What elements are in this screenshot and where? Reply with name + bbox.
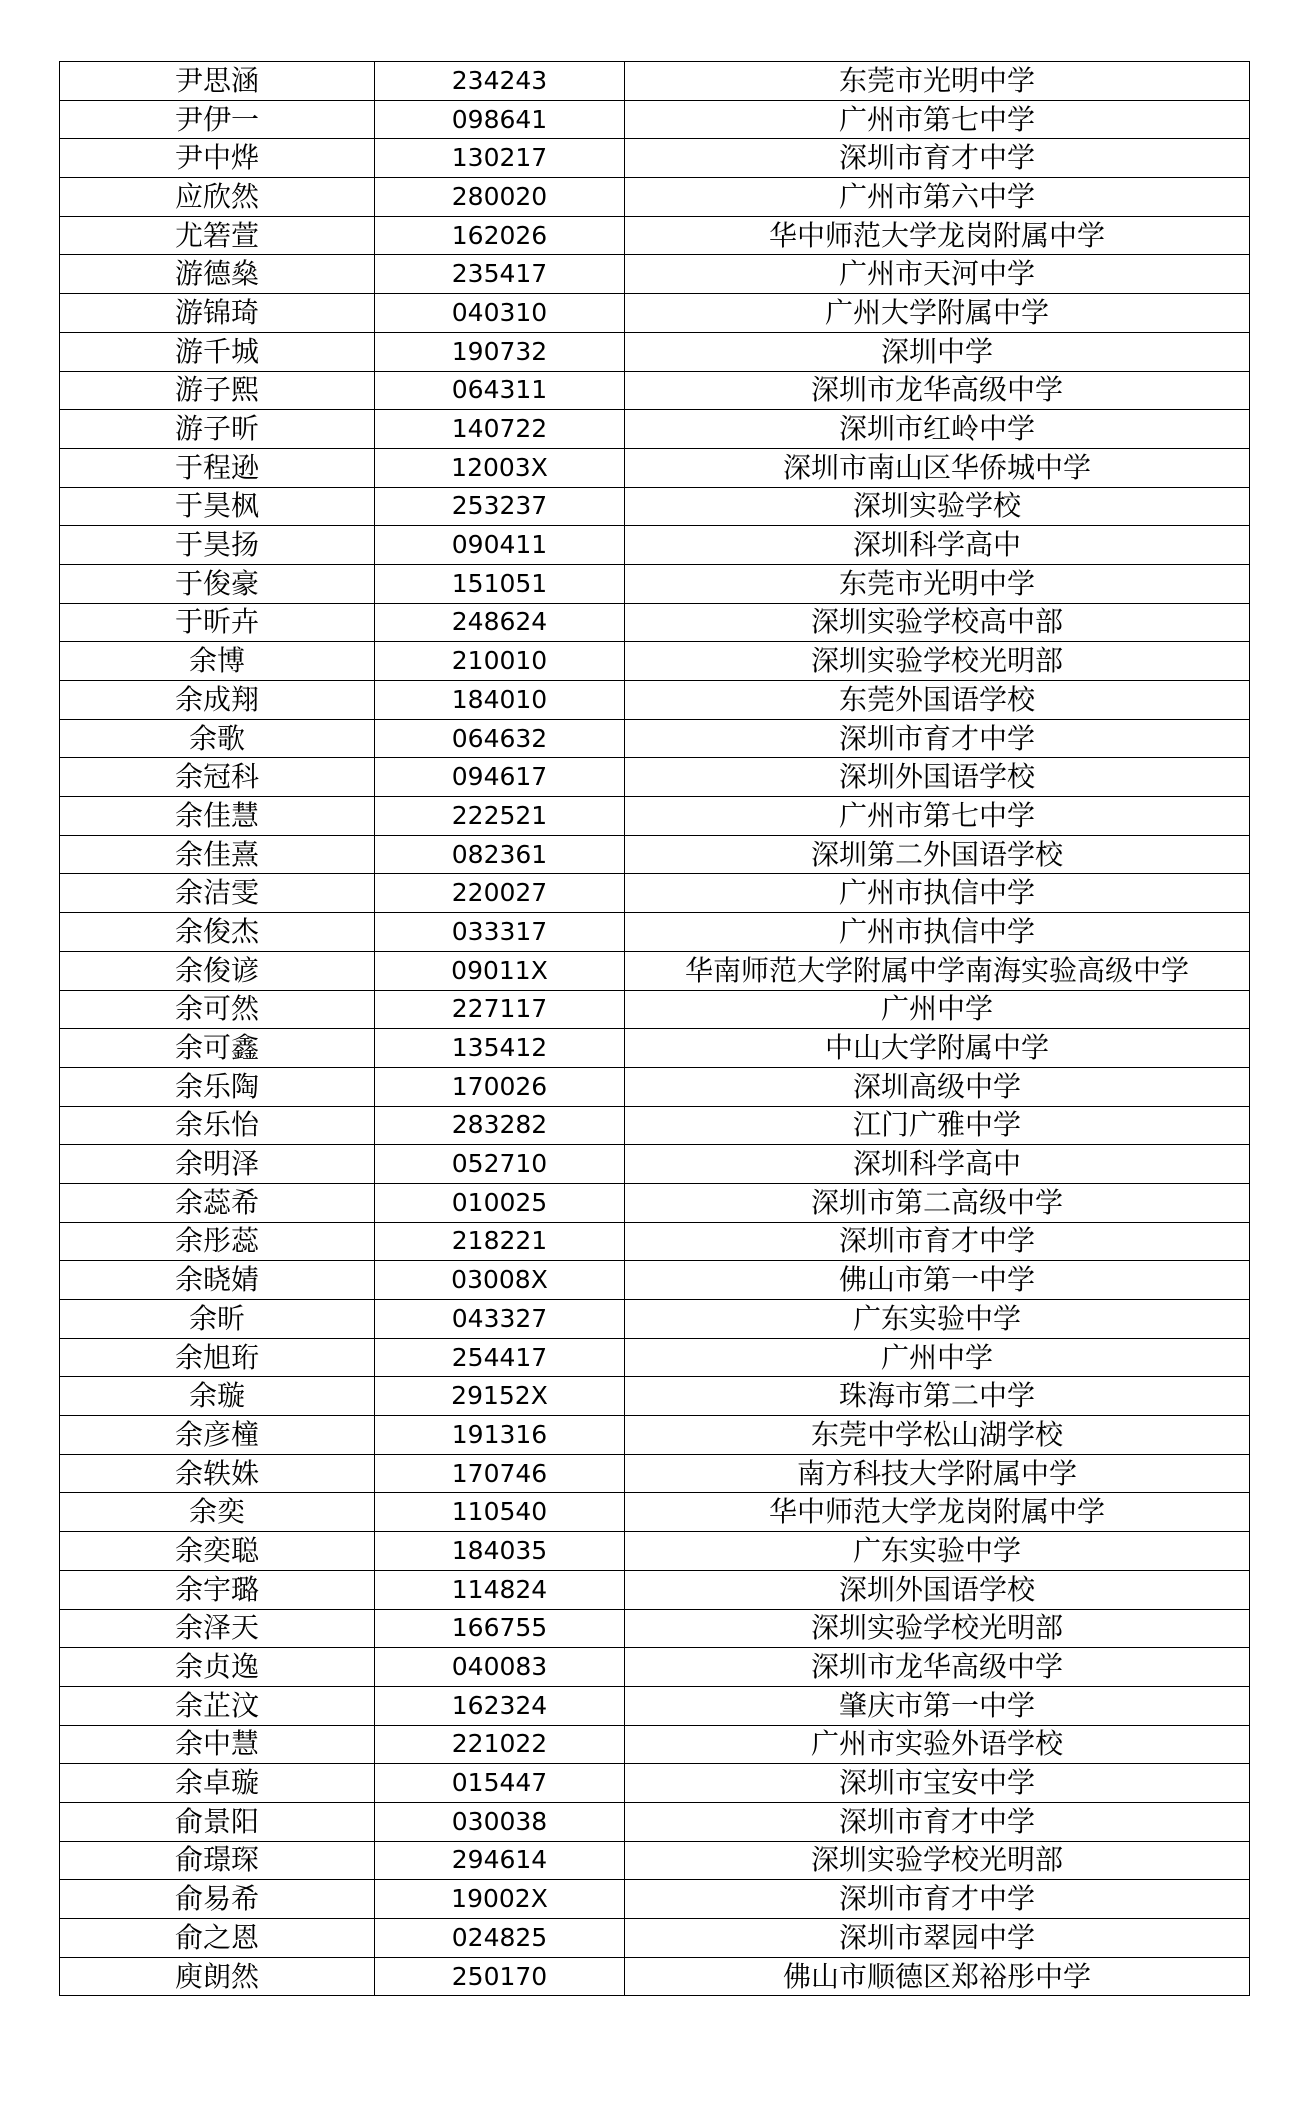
student-name-cell: 余蕊希 [60, 1183, 375, 1222]
school-name-cell: 深圳高级中学 [625, 1067, 1250, 1106]
student-name-cell: 游德燊 [60, 255, 375, 294]
student-id-cell: 090411 [375, 526, 625, 565]
student-name-cell: 余卓璇 [60, 1764, 375, 1803]
student-name-cell: 余洁雯 [60, 874, 375, 913]
student-id-cell: 098641 [375, 100, 625, 139]
school-name-cell: 广东实验中学 [625, 1300, 1250, 1339]
table-row [60, 719, 1250, 758]
table-row [60, 990, 1250, 1029]
student-name-cell: 余乐怡 [60, 1106, 375, 1145]
student-id-cell: 280020 [375, 178, 625, 217]
table-row [60, 835, 1250, 874]
student-id-cell: 220027 [375, 874, 625, 913]
student-id-cell: 222521 [375, 797, 625, 836]
student-id-cell: 210010 [375, 642, 625, 681]
student-name-cell: 尹中烨 [60, 139, 375, 178]
student-name-cell: 余彤蕊 [60, 1222, 375, 1261]
school-name-cell: 深圳外国语学校 [625, 758, 1250, 797]
student-id-cell: 024825 [375, 1919, 625, 1958]
table-row [60, 1183, 1250, 1222]
student-name-cell: 于俊豪 [60, 564, 375, 603]
student-name-cell: 俞易希 [60, 1880, 375, 1919]
school-name-cell: 东莞中学松山湖学校 [625, 1416, 1250, 1455]
table-row [60, 681, 1250, 720]
student-name-cell: 余旭珩 [60, 1338, 375, 1377]
student-name-cell: 尤箬萱 [60, 216, 375, 255]
school-name-cell: 深圳市育才中学 [625, 1222, 1250, 1261]
student-id-cell: 170026 [375, 1067, 625, 1106]
student-id-cell: 03008X [375, 1261, 625, 1300]
table-row [60, 1106, 1250, 1145]
school-name-cell: 深圳实验学校光明部 [625, 1841, 1250, 1880]
student-name-cell: 于昊扬 [60, 526, 375, 565]
student-id-cell: 253237 [375, 487, 625, 526]
student-id-cell: 09011X [375, 951, 625, 990]
school-name-cell: 深圳市育才中学 [625, 1802, 1250, 1841]
school-name-cell: 广州市天河中学 [625, 255, 1250, 294]
student-id-cell: 015447 [375, 1764, 625, 1803]
school-name-cell: 深圳科学高中 [625, 1145, 1250, 1184]
student-name-cell: 游千城 [60, 332, 375, 371]
student-name-cell: 余宇璐 [60, 1570, 375, 1609]
school-name-cell: 深圳市育才中学 [625, 719, 1250, 758]
school-name-cell: 华南师范大学附属中学南海实验高级中学 [625, 951, 1250, 990]
student-id-cell: 162324 [375, 1686, 625, 1725]
student-id-cell: 191316 [375, 1416, 625, 1455]
table-row [60, 1067, 1250, 1106]
student-name-cell: 俞景阳 [60, 1802, 375, 1841]
school-name-cell: 深圳市龙华高级中学 [625, 371, 1250, 410]
school-name-cell: 广州中学 [625, 1338, 1250, 1377]
student-name-cell: 余明泽 [60, 1145, 375, 1184]
student-name-cell: 于程逊 [60, 448, 375, 487]
table-row [60, 448, 1250, 487]
student-id-cell: 29152X [375, 1377, 625, 1416]
student-id-cell: 151051 [375, 564, 625, 603]
school-name-cell: 深圳中学 [625, 332, 1250, 371]
table-row [60, 487, 1250, 526]
student-name-cell: 庾朗然 [60, 1957, 375, 1996]
student-id-cell: 052710 [375, 1145, 625, 1184]
student-id-cell: 040083 [375, 1648, 625, 1687]
table-row [60, 603, 1250, 642]
student-name-cell: 余博 [60, 642, 375, 681]
table-row [60, 913, 1250, 952]
student-id-cell: 170746 [375, 1454, 625, 1493]
student-id-cell: 184035 [375, 1532, 625, 1571]
table-row [60, 1416, 1250, 1455]
student-id-cell: 140722 [375, 410, 625, 449]
school-name-cell: 广东实验中学 [625, 1532, 1250, 1571]
student-name-cell: 余佳熹 [60, 835, 375, 874]
table-row [60, 526, 1250, 565]
table-row [60, 62, 1250, 101]
student-name-cell: 游子昕 [60, 410, 375, 449]
student-name-cell: 俞之恩 [60, 1919, 375, 1958]
school-name-cell: 深圳实验学校光明部 [625, 642, 1250, 681]
student-name-cell: 余冠科 [60, 758, 375, 797]
student-name-cell: 余可然 [60, 990, 375, 1029]
student-id-cell: 040310 [375, 294, 625, 333]
school-name-cell: 肇庆市第一中学 [625, 1686, 1250, 1725]
school-name-cell: 深圳市龙华高级中学 [625, 1648, 1250, 1687]
student-id-cell: 190732 [375, 332, 625, 371]
student-name-cell: 余佳慧 [60, 797, 375, 836]
student-table-body [60, 62, 1250, 1996]
student-table [59, 61, 1250, 1996]
table-row [60, 1261, 1250, 1300]
student-id-cell: 082361 [375, 835, 625, 874]
student-name-cell: 于昕卉 [60, 603, 375, 642]
table-row [60, 294, 1250, 333]
student-id-cell: 250170 [375, 1957, 625, 1996]
student-id-cell: 234243 [375, 62, 625, 101]
table-row [60, 1377, 1250, 1416]
table-row [60, 1725, 1250, 1764]
school-name-cell: 深圳科学高中 [625, 526, 1250, 565]
table-row [60, 1029, 1250, 1068]
school-name-cell: 华中师范大学龙岗附属中学 [625, 216, 1250, 255]
student-name-cell: 余俊谚 [60, 951, 375, 990]
school-name-cell: 深圳市育才中学 [625, 1880, 1250, 1919]
student-name-cell: 尹伊一 [60, 100, 375, 139]
school-name-cell: 深圳市育才中学 [625, 139, 1250, 178]
table-row [60, 1454, 1250, 1493]
school-name-cell: 深圳市宝安中学 [625, 1764, 1250, 1803]
student-id-cell: 094617 [375, 758, 625, 797]
student-id-cell: 227117 [375, 990, 625, 1029]
table-row [60, 410, 1250, 449]
table-row [60, 1802, 1250, 1841]
student-id-cell: 184010 [375, 681, 625, 720]
table-row [60, 332, 1250, 371]
table-row [60, 1880, 1250, 1919]
school-name-cell: 佛山市第一中学 [625, 1261, 1250, 1300]
school-name-cell: 江门广雅中学 [625, 1106, 1250, 1145]
table-row [60, 1570, 1250, 1609]
student-name-cell: 余泽天 [60, 1609, 375, 1648]
school-name-cell: 深圳实验学校光明部 [625, 1609, 1250, 1648]
student-id-cell: 19002X [375, 1880, 625, 1919]
table-row [60, 216, 1250, 255]
student-id-cell: 030038 [375, 1802, 625, 1841]
student-name-cell: 余奕 [60, 1493, 375, 1532]
school-name-cell: 广州中学 [625, 990, 1250, 1029]
student-id-cell: 033317 [375, 913, 625, 952]
table-row [60, 1493, 1250, 1532]
student-id-cell: 166755 [375, 1609, 625, 1648]
student-name-cell: 余晓婧 [60, 1261, 375, 1300]
school-name-cell: 南方科技大学附属中学 [625, 1454, 1250, 1493]
student-id-cell: 248624 [375, 603, 625, 642]
student-name-cell: 游锦琦 [60, 294, 375, 333]
student-name-cell: 余俊杰 [60, 913, 375, 952]
table-row [60, 1300, 1250, 1339]
table-row [60, 951, 1250, 990]
school-name-cell: 佛山市顺德区郑裕彤中学 [625, 1957, 1250, 1996]
school-name-cell: 深圳市翠园中学 [625, 1919, 1250, 1958]
table-row [60, 139, 1250, 178]
table-row [60, 1841, 1250, 1880]
student-name-cell: 余芷汶 [60, 1686, 375, 1725]
school-name-cell: 广州市第七中学 [625, 100, 1250, 139]
student-name-cell: 余中慧 [60, 1725, 375, 1764]
student-name-cell: 于昊枫 [60, 487, 375, 526]
table-row [60, 1338, 1250, 1377]
table-row [60, 642, 1250, 681]
table-row [60, 1919, 1250, 1958]
student-name-cell: 余璇 [60, 1377, 375, 1416]
student-id-cell: 162026 [375, 216, 625, 255]
table-row [60, 1764, 1250, 1803]
student-name-cell: 余奕聪 [60, 1532, 375, 1571]
table-row [60, 564, 1250, 603]
student-id-cell: 218221 [375, 1222, 625, 1261]
table-row [60, 874, 1250, 913]
school-name-cell: 东莞外国语学校 [625, 681, 1250, 720]
student-id-cell: 064632 [375, 719, 625, 758]
table-row [60, 371, 1250, 410]
school-name-cell: 中山大学附属中学 [625, 1029, 1250, 1068]
school-name-cell: 深圳实验学校 [625, 487, 1250, 526]
school-name-cell: 深圳第二外国语学校 [625, 835, 1250, 874]
table-row [60, 1648, 1250, 1687]
school-name-cell: 广州市实验外语学校 [625, 1725, 1250, 1764]
student-name-cell: 游子熙 [60, 371, 375, 410]
school-name-cell: 东莞市光明中学 [625, 62, 1250, 101]
student-id-cell: 283282 [375, 1106, 625, 1145]
school-name-cell: 广州市第七中学 [625, 797, 1250, 836]
school-name-cell: 深圳市红岭中学 [625, 410, 1250, 449]
table-row [60, 1145, 1250, 1184]
table-row [60, 1222, 1250, 1261]
student-name-cell: 余贞逸 [60, 1648, 375, 1687]
school-name-cell: 深圳外国语学校 [625, 1570, 1250, 1609]
school-name-cell: 深圳市南山区华侨城中学 [625, 448, 1250, 487]
table-row [60, 1532, 1250, 1571]
student-id-cell: 064311 [375, 371, 625, 410]
student-name-cell: 余轶姝 [60, 1454, 375, 1493]
student-id-cell: 130217 [375, 139, 625, 178]
table-row [60, 1686, 1250, 1725]
school-name-cell: 东莞市光明中学 [625, 564, 1250, 603]
student-id-cell: 043327 [375, 1300, 625, 1339]
table-row [60, 100, 1250, 139]
school-name-cell: 广州大学附属中学 [625, 294, 1250, 333]
school-name-cell: 珠海市第二中学 [625, 1377, 1250, 1416]
school-name-cell: 深圳市第二高级中学 [625, 1183, 1250, 1222]
table-row [60, 178, 1250, 217]
student-name-cell: 尹思涵 [60, 62, 375, 101]
student-name-cell: 余昕 [60, 1300, 375, 1339]
student-name-cell: 余成翔 [60, 681, 375, 720]
table-row [60, 797, 1250, 836]
student-id-cell: 010025 [375, 1183, 625, 1222]
student-name-cell: 俞璟琛 [60, 1841, 375, 1880]
student-name-cell: 余彦橦 [60, 1416, 375, 1455]
student-id-cell: 221022 [375, 1725, 625, 1764]
student-id-cell: 294614 [375, 1841, 625, 1880]
student-id-cell: 235417 [375, 255, 625, 294]
table-row [60, 1957, 1250, 1996]
student-id-cell: 114824 [375, 1570, 625, 1609]
table-row [60, 1609, 1250, 1648]
school-name-cell: 广州市第六中学 [625, 178, 1250, 217]
student-name-cell: 余乐陶 [60, 1067, 375, 1106]
table-row [60, 255, 1250, 294]
school-name-cell: 广州市执信中学 [625, 874, 1250, 913]
student-name-cell: 应欣然 [60, 178, 375, 217]
student-id-cell: 110540 [375, 1493, 625, 1532]
student-name-cell: 余歌 [60, 719, 375, 758]
student-id-cell: 254417 [375, 1338, 625, 1377]
student-name-cell: 余可鑫 [60, 1029, 375, 1068]
student-id-cell: 135412 [375, 1029, 625, 1068]
school-name-cell: 华中师范大学龙岗附属中学 [625, 1493, 1250, 1532]
student-id-cell: 12003X [375, 448, 625, 487]
school-name-cell: 广州市执信中学 [625, 913, 1250, 952]
school-name-cell: 深圳实验学校高中部 [625, 603, 1250, 642]
table-row [60, 758, 1250, 797]
